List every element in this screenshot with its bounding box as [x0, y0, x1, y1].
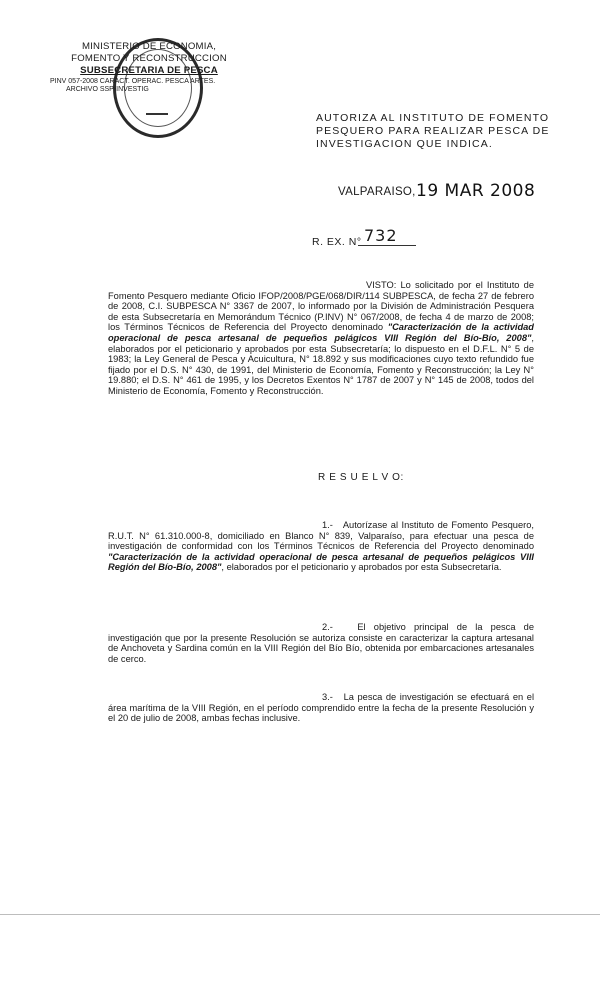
page-bottom-rule: [0, 914, 600, 915]
resuelvo-heading: R E S U E L V O:: [318, 472, 404, 483]
item-2-text: El objetivo principal de la pesca de investigación que por la presente Resolución se autoriza consiste en caracterizar la captura artesanal de Anchoveta y Sardina común en la VIII Región del Bío Bío, obtenida por embarcaciones artesanales de cerco.: [108, 622, 534, 664]
visto-text-b: , elaborados por el peticionario y aprobados por esta Subsecretaría; lo dispuesto en el D.F.L. N° 5 de 1983; la Ley General de Pesca y Acuicultura, N° 18.892 y sus modificaciones cuyo texto refundido fue fijado por el D.S. N° 430, de 1991, del Ministerio de Economía, Fomento y Reconstrucción; la Ley N° 19.880; el D.S. N° 461 de 1995, y los Decretos Exentos N° 1787 de 2007 y N° 145 de 2008, todos del Ministerio de Economía, Fomento y Reconstrucción.: [108, 332, 534, 396]
item-1-number: 1.-: [322, 520, 333, 530]
resolution-number-line: [358, 245, 416, 246]
visto-text-a: Lo solicitado por el Instituto de Fomento Pesquero mediante Oficio IFOP/2008/PGE/068/DIR/114 SUBPESCA, de fecha 27 de febrero de 2008, C.I. SUBPESCA N° 3367 de 2007, lo informado por la División de Administración Pesquera de esta Subsecretaría en Memorándum Técnico (P.INV) N° 067/2008, de fecha 4 de marzo de 2008; los Términos Técnicos de Referencia del Proyecto denominado: [108, 280, 534, 333]
ministry-name-2: FOMENTO Y RECONSTRUCCION: [71, 53, 227, 64]
item-3-number: 3.-: [322, 692, 333, 702]
place: VALPARAISO,: [338, 186, 416, 198]
subject-line-3: INVESTIGACION QUE INDICA.: [316, 138, 493, 150]
seal-mark: [146, 107, 168, 115]
item-1-project-name: "Caracterización de la actividad operacional de pesca artesanal de pequeños pelágicos VIII Región del Bío-Bío, 2008": [108, 551, 534, 573]
item-1-text-b: , elaborados por el peticionario y aprobados por esta Subsecretaría.: [221, 562, 502, 573]
resolution-number: 732: [364, 226, 398, 245]
subject-line-1: AUTORIZA AL INSTITUTO DE FOMENTO: [316, 112, 550, 124]
archive-code: ARCHIVO SSP-INVESTIG: [66, 86, 149, 93]
item-1-text-a: Autorízase al Instituto de Fomento Pesquero, R.U.T. N° 61.310.000-8, domiciliado en Blanco N° 839, Valparaíso, para efectuar una pesca de investigación de conformidad con los Términos Técnicos de Referencia del Proyecto denominado: [108, 520, 534, 552]
resolution-item-2: [108, 622, 534, 664]
reference-code: PINV 057-2008 CARACT. OPERAC. PESCA ARTES.: [50, 78, 216, 85]
visto-heading: VISTO:: [366, 280, 397, 290]
ministry-name: MINISTERIO DE ECONOMIA,: [81, 41, 217, 52]
resolution-item-3: [108, 692, 534, 724]
resolution-item-1: [108, 520, 534, 573]
visto-paragraph: [108, 280, 534, 397]
subsecretaria-name: SUBSECRETARIA DE PESCA: [80, 65, 218, 76]
visto-project-name: "Caracterización de la actividad operacional de pesca artesanal de pequeños pelágicos VIII Región del Bío-Bío, 2008": [108, 322, 534, 343]
resolution-label: R. EX. N°: [312, 236, 362, 248]
date-stamp: 19 MAR 2008: [416, 181, 536, 201]
subject-line-2: PESQUERO PARA REALIZAR PESCA DE: [316, 125, 550, 137]
item-2-number: 2.-: [322, 622, 333, 632]
item-3-text: La pesca de investigación se efectuará en el área marítima de la VIII Región, en el período comprendido entre la fecha de la presente Resolución y el 20 de julio de 2008, ambas fechas inclusive.: [108, 692, 535, 724]
